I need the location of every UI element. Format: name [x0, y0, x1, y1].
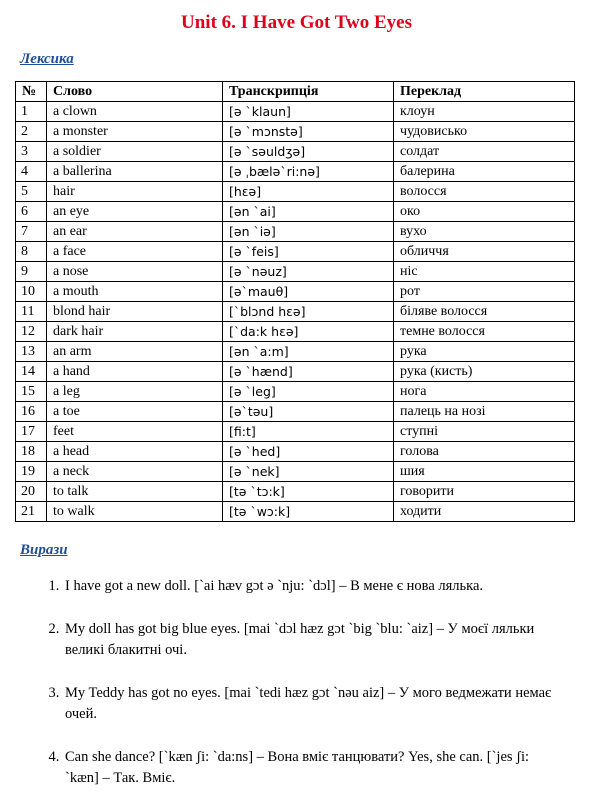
phrases-heading: Вирази [20, 542, 68, 558]
table-row [16, 222, 575, 242]
word-cell: a leg [47, 382, 223, 402]
row-number: 4 [16, 162, 47, 182]
transcription-cell: [ə ˌbælə`ri:nə] [223, 162, 394, 182]
word-cell: dark hair [47, 322, 223, 342]
vocabulary-table [15, 81, 575, 522]
table-row [16, 362, 575, 382]
translation-cell: говорити [394, 482, 575, 502]
row-number: 14 [16, 362, 47, 382]
table-row [16, 242, 575, 262]
row-number: 12 [16, 322, 47, 342]
table-row [16, 182, 575, 202]
word-cell: a face [47, 242, 223, 262]
translation-cell: палець на нозі [394, 402, 575, 422]
translation-cell: око [394, 202, 575, 222]
table-row [16, 302, 575, 322]
word-cell: to walk [47, 502, 223, 522]
table-row [16, 342, 575, 362]
translation-cell: волосся [394, 182, 575, 202]
header-number: № [16, 82, 47, 102]
phrase-item: 3. My Teddy has got no eyes. [mai `tedi hæz gɔt `nəu aiz] – У мого ведмежати немає очей. [63, 683, 560, 725]
table-row [16, 202, 575, 222]
row-number: 15 [16, 382, 47, 402]
row-number: 10 [16, 282, 47, 302]
translation-cell: біляве волосся [394, 302, 575, 322]
word-cell: a neck [47, 462, 223, 482]
transcription-cell: [ə `nəuz] [223, 262, 394, 282]
table-row [16, 402, 575, 422]
row-number: 19 [16, 462, 47, 482]
table-row [16, 482, 575, 502]
translation-cell: нога [394, 382, 575, 402]
transcription-cell: [ə `leg] [223, 382, 394, 402]
word-cell: a soldier [47, 142, 223, 162]
translation-cell: ніс [394, 262, 575, 282]
translation-cell: ступні [394, 422, 575, 442]
row-number: 11 [16, 302, 47, 322]
transcription-cell: [`blɔnd hɛə] [223, 302, 394, 322]
row-number: 18 [16, 442, 47, 462]
row-number: 16 [16, 402, 47, 422]
row-number: 5 [16, 182, 47, 202]
table-row [16, 422, 575, 442]
transcription-cell: [ə `səuldʒə] [223, 142, 394, 162]
table-row [16, 122, 575, 142]
word-cell: an eye [47, 202, 223, 222]
translation-cell: рот [394, 282, 575, 302]
table-row [16, 322, 575, 342]
word-cell: an arm [47, 342, 223, 362]
translation-cell: обличчя [394, 242, 575, 262]
word-cell: a toe [47, 402, 223, 422]
word-cell: a clown [47, 102, 223, 122]
transcription-cell: [ə `hænd] [223, 362, 394, 382]
word-cell: a hand [47, 362, 223, 382]
table-row [16, 162, 575, 182]
word-cell: a ballerina [47, 162, 223, 182]
translation-cell: балерина [394, 162, 575, 182]
header-transcription: Транскрипція [223, 82, 394, 102]
page-title: Unit 6. I Have Got Two Eyes [181, 12, 412, 33]
phrase-item: 4. Can she dance? [`kæn ʃi: `da:ns] – Вона вміє танцювати? Yes, she can. [`jes ʃi: `kæn] – Так. Вміє. [63, 747, 560, 789]
transcription-cell: [ən `iə] [223, 222, 394, 242]
word-cell: a monster [47, 122, 223, 142]
transcription-cell: [ə `nek] [223, 462, 394, 482]
table-row [16, 282, 575, 302]
transcription-cell: [tə `wɔ:k] [223, 502, 394, 522]
translation-cell: рука [394, 342, 575, 362]
transcription-cell: [ə `hed] [223, 442, 394, 462]
row-number: 9 [16, 262, 47, 282]
word-cell: a head [47, 442, 223, 462]
table-row [16, 462, 575, 482]
table-row [16, 502, 575, 522]
transcription-cell: [ən `a:m] [223, 342, 394, 362]
transcription-cell: [`da:k hɛə] [223, 322, 394, 342]
row-number: 2 [16, 122, 47, 142]
translation-cell: шия [394, 462, 575, 482]
transcription-cell: [ə`təu] [223, 402, 394, 422]
header-translation: Переклад [394, 82, 575, 102]
word-cell: to talk [47, 482, 223, 502]
word-cell: feet [47, 422, 223, 442]
transcription-cell: [ə`mauθ] [223, 282, 394, 302]
translation-cell: клоун [394, 102, 575, 122]
word-cell: blond hair [47, 302, 223, 322]
table-row [16, 102, 575, 122]
row-number: 21 [16, 502, 47, 522]
row-number: 13 [16, 342, 47, 362]
translation-cell: вухо [394, 222, 575, 242]
word-cell: a mouth [47, 282, 223, 302]
transcription-cell: [ə `feis] [223, 242, 394, 262]
header-word: Слово [47, 82, 223, 102]
transcription-cell: [tə `tɔ:k] [223, 482, 394, 502]
translation-cell: ходити [394, 502, 575, 522]
table-header-row [16, 82, 575, 102]
phrase-item: 1. I have got a new doll. [`ai hæv gɔt ə `nju: `dɔl] – В мене є нова лялька. [63, 576, 560, 597]
row-number: 8 [16, 242, 47, 262]
vocab-heading: Лексика [20, 51, 74, 67]
row-number: 1 [16, 102, 47, 122]
row-number: 17 [16, 422, 47, 442]
row-number: 3 [16, 142, 47, 162]
word-cell: a nose [47, 262, 223, 282]
translation-cell: рука (кисть) [394, 362, 575, 382]
translation-cell: голова [394, 442, 575, 462]
row-number: 20 [16, 482, 47, 502]
row-number: 7 [16, 222, 47, 242]
table-row [16, 382, 575, 402]
translation-cell: темне волосся [394, 322, 575, 342]
transcription-cell: [hɛə] [223, 182, 394, 202]
word-cell: an ear [47, 222, 223, 242]
table-row [16, 442, 575, 462]
transcription-cell: [fi:t] [223, 422, 394, 442]
table-row [16, 142, 575, 162]
transcription-cell: [ə `mɔnstə] [223, 122, 394, 142]
transcription-cell: [ə `klaun] [223, 102, 394, 122]
table-row [16, 262, 575, 282]
phrases-list [0, 576, 560, 811]
translation-cell: солдат [394, 142, 575, 162]
word-cell: hair [47, 182, 223, 202]
phrase-item: 2. My doll has got big blue eyes. [mai `dɔl hæz gɔt `big `blu: `aiz] – У моєї ляльки великі блакитні очі. [63, 619, 560, 661]
transcription-cell: [ən `ai] [223, 202, 394, 222]
row-number: 6 [16, 202, 47, 222]
translation-cell: чудовисько [394, 122, 575, 142]
